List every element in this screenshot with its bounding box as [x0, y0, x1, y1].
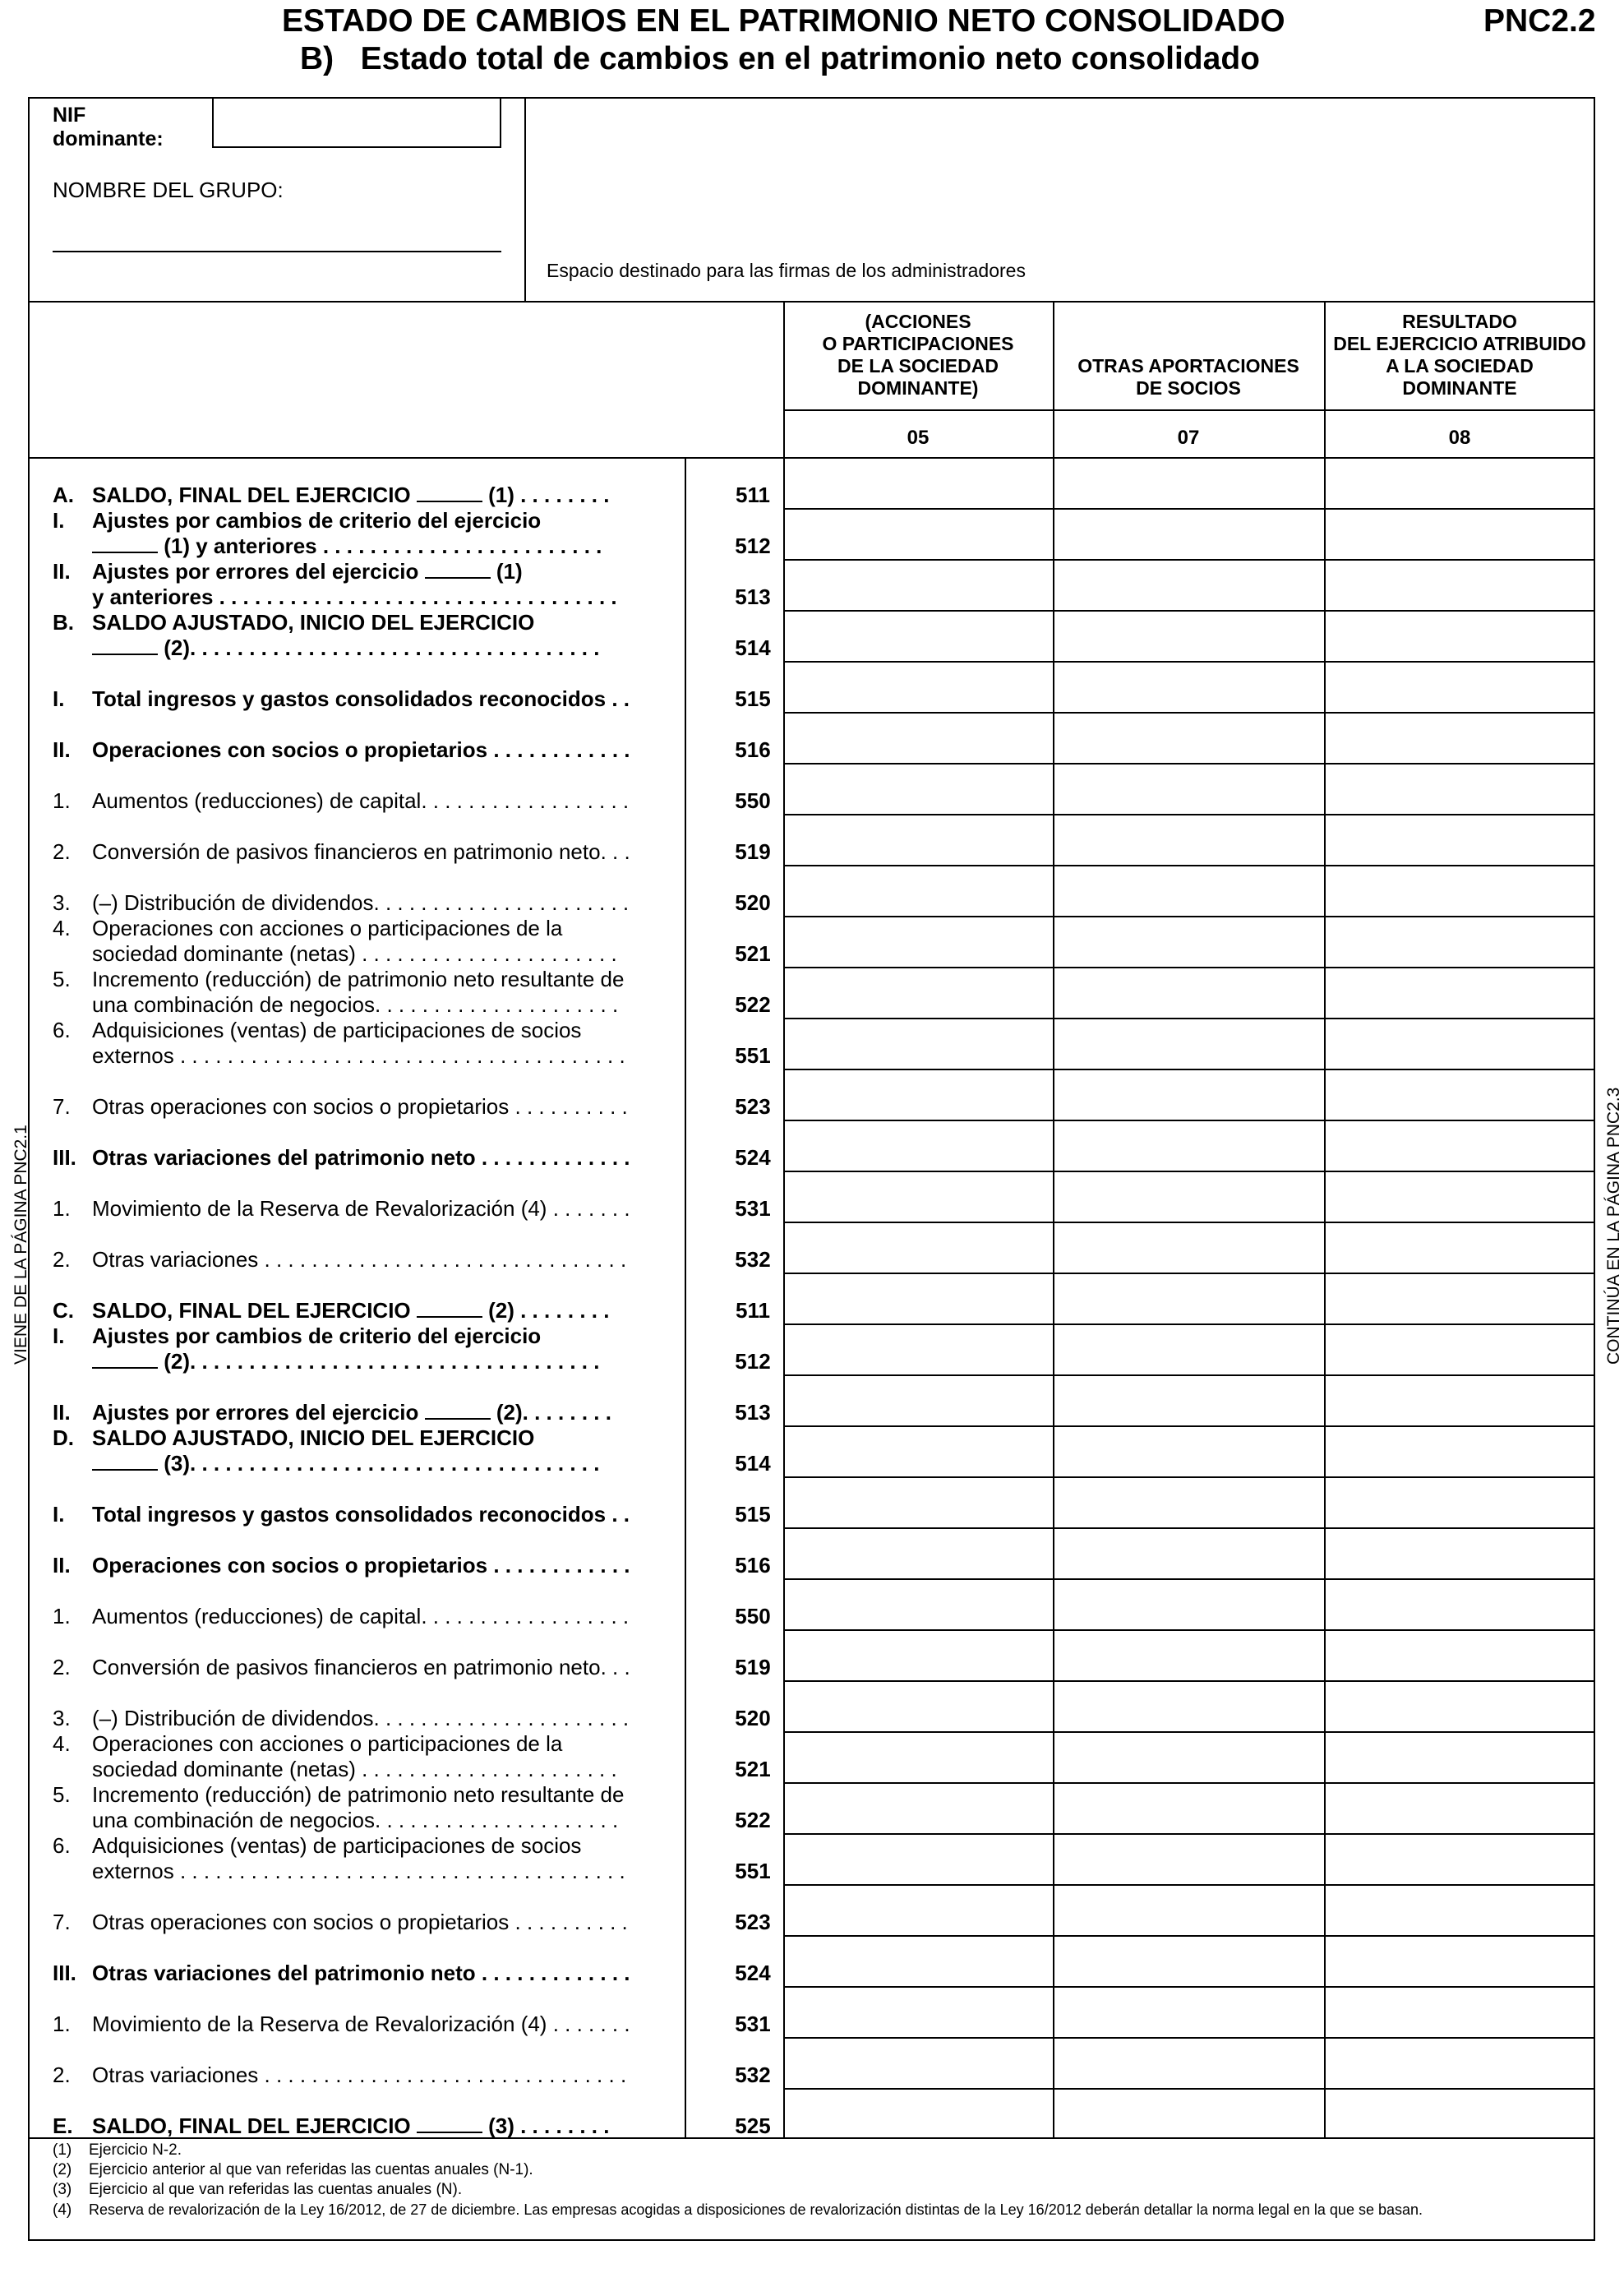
- year-blank-field[interactable]: [92, 1349, 158, 1369]
- row-label: 1.: [53, 1604, 71, 1628]
- table-row: [53, 1222, 1499, 1273]
- row-text-line: Ajustes por errores del ejercicio (2). . . . . . . .: [92, 1400, 611, 1425]
- table-row: [53, 763, 1499, 814]
- row-code: 532: [735, 2063, 771, 2087]
- row-label: 3.: [53, 890, 71, 915]
- table-row: [53, 1273, 1499, 1323]
- row-code: 524: [735, 1961, 771, 1985]
- row-text: [92, 967, 717, 1018]
- column-heading-line: A LA SOCIEDAD: [1386, 355, 1534, 376]
- row-text-line: Total ingresos y gastos consolidados reconocidos . .: [92, 686, 630, 711]
- column-heading-07: [1053, 355, 1324, 400]
- row-text: [92, 916, 717, 967]
- row-text: [92, 2113, 717, 2139]
- year-blank-field[interactable]: [425, 559, 491, 579]
- row-text: [92, 2063, 717, 2088]
- row-text: [92, 1731, 717, 1782]
- row-text: [92, 483, 717, 508]
- row-code: 511: [736, 483, 770, 507]
- row-text-line: Total ingresos y gastos consolidados reconocidos . .: [92, 1502, 630, 1527]
- group-name-field[interactable]: [53, 251, 501, 252]
- table-row: [53, 1527, 1499, 1578]
- nif-label-line2: dominante:: [53, 127, 164, 150]
- row-label: 1.: [53, 2012, 71, 2036]
- table-row: [53, 1323, 1499, 1374]
- row-text-line: Conversión de pasivos financieros en patrimonio neto. . .: [92, 1655, 630, 1679]
- row-label: 3.: [53, 1706, 71, 1730]
- table-row: [53, 1374, 1499, 1425]
- footnote-text: Ejercicio anterior al que van referidas las cuentas anuales (N-1).: [89, 2161, 533, 2178]
- row-label: III.: [53, 1961, 76, 1985]
- row-text: [92, 1298, 717, 1323]
- row-text-line: SALDO, FINAL DEL EJERCICIO (1) . . . . . . . .: [92, 483, 610, 507]
- footnote-number: (2): [53, 2161, 72, 2178]
- row-code: 515: [735, 1502, 771, 1527]
- row-text: [92, 839, 717, 865]
- row-text-line: Adquisiciones (ventas) de participaciones de socios: [92, 1833, 582, 1858]
- row-code: 550: [735, 788, 771, 813]
- row-code: 520: [735, 890, 771, 915]
- row-label: 4.: [53, 1731, 71, 1756]
- row-label: 2.: [53, 1247, 71, 1272]
- row-label: 1.: [53, 1196, 71, 1221]
- row-label: 4.: [53, 916, 71, 940]
- footnote: [53, 2160, 1423, 2180]
- row-text-line: SALDO, FINAL DEL EJERCICIO (2) . . . . . . . .: [92, 1298, 610, 1323]
- id-bottom-line: [28, 301, 1595, 303]
- row-code: 531: [735, 2012, 771, 2036]
- row-code: 519: [735, 839, 771, 864]
- row-text-line: Aumentos (reducciones) de capital. . . . . . . . . . . . . . . . . .: [92, 1604, 630, 1628]
- row-label: II.: [53, 737, 71, 762]
- row-label: 2.: [53, 1655, 71, 1679]
- row-text-line: y anteriores . . . . . . . . . . . . . . . . . . . . . . . . . . . . . . . . . .: [92, 584, 617, 609]
- row-text-line: externos . . . . . . . . . . . . . . . . . . . . . . . . . . . . . . . . . . . . . .: [92, 1859, 625, 1883]
- table-row: [53, 457, 1499, 508]
- table-row: [53, 1782, 1499, 1833]
- column-heading-line: OTRAS APORTACIONES: [1077, 355, 1299, 376]
- year-blank-field[interactable]: [417, 483, 482, 502]
- table-row: [53, 610, 1499, 661]
- row-label: 6.: [53, 1833, 71, 1858]
- row-text-line: Ajustes por cambios de criterio del ejercicio: [92, 1323, 542, 1348]
- table-row: [53, 1884, 1499, 1935]
- row-text-line: Operaciones con socios o propietarios . . . . . . . . . . . .: [92, 1553, 630, 1578]
- side-note-left: [5, 986, 38, 1365]
- table-row: [53, 1018, 1499, 1069]
- row-text: [92, 1018, 717, 1069]
- row-text-line: Operaciones con acciones o participaciones de la: [92, 1731, 563, 1756]
- row-code: 514: [735, 635, 771, 660]
- table-row: [53, 1731, 1499, 1782]
- row-code: 551: [735, 1043, 771, 1068]
- table-row: [53, 1120, 1499, 1171]
- row-label: 5.: [53, 1782, 71, 1807]
- row-code: 516: [735, 737, 771, 762]
- row-text: [92, 1833, 717, 1884]
- signatures-label: Espacio destinado para las firmas de los administradores: [547, 260, 1026, 281]
- side-note-right-text: CONTINÚA EN LA PÁGINA PNC2.3: [1604, 1087, 1623, 1365]
- column-heading-line: O PARTICIPACIONES: [822, 333, 1014, 354]
- column-heading-line: DEL EJERCICIO ATRIBUIDO: [1333, 333, 1586, 354]
- row-text-line: una combinación de negocios. . . . . . . . . . . . . . . . . . . . .: [92, 992, 619, 1017]
- row-text: [92, 1706, 717, 1731]
- column-heading-line: RESULTADO: [1402, 311, 1517, 332]
- row-text-line: (–) Distribución de dividendos. . . . . . . . . . . . . . . . . . . . . .: [92, 1706, 630, 1730]
- row-label: II.: [53, 559, 71, 584]
- table-row: [53, 2037, 1499, 2088]
- row-code: 525: [735, 2113, 771, 2138]
- table-row: [53, 2088, 1499, 2139]
- row-code: 523: [735, 1094, 771, 1119]
- row-text-line: Otras operaciones con socios o propietarios . . . . . . . . . .: [92, 1910, 628, 1934]
- footnote-text: Reserva de revalorización de la Ley 16/2012, de 27 de diciembre. Las empresas acogidas a disposiciones de revalorización distintas de la Ley 16/2012 deberán detallar la norma legal en la que se basan.: [89, 2201, 1423, 2218]
- row-label: 2.: [53, 839, 71, 864]
- form-title: ESTADO DE CAMBIOS EN EL PATRIMONIO NETO CONSOLIDADO: [282, 3, 1285, 39]
- row-text-line: sociedad dominante (netas) . . . . . . . . . . . . . . . . . . . . . .: [92, 941, 617, 966]
- year-blank-field[interactable]: [92, 635, 158, 655]
- row-text: [92, 1961, 717, 1986]
- row-label: D.: [53, 1425, 74, 1450]
- table-row: [53, 1986, 1499, 2037]
- row-code: 550: [735, 1604, 771, 1628]
- row-text-line: (2). . . . . . . . . . . . . . . . . . . . . . . . . . . . . . . . . . .: [92, 635, 717, 661]
- row-text-line: Operaciones con socios o propietarios . . . . . . . . . . . .: [92, 737, 630, 762]
- row-code: 516: [735, 1553, 771, 1578]
- table-row: [53, 1069, 1499, 1120]
- row-code: 513: [735, 584, 771, 609]
- column-heading-line: DOMINANTE): [857, 377, 979, 399]
- row-code: 511: [736, 1298, 770, 1323]
- form-subtitle: B) Estado total de cambios en el patrimonio neto consolidado: [300, 41, 1260, 76]
- row-code: 512: [735, 534, 771, 558]
- colhead-separator: [783, 409, 1595, 411]
- row-label: A.: [53, 483, 74, 507]
- row-text-line: Ajustes por cambios de criterio del ejercicio: [92, 508, 542, 533]
- row-label: B.: [53, 610, 74, 635]
- column-heading-line: DE LA SOCIEDAD: [837, 355, 999, 376]
- id-divider: [524, 97, 526, 303]
- row-label: 1.: [53, 788, 71, 813]
- row-code: 515: [735, 686, 771, 711]
- row-code: 521: [735, 941, 771, 966]
- footnote-number: (1): [53, 2141, 72, 2159]
- row-text-line: Ajustes por errores del ejercicio (1): [92, 559, 523, 584]
- column-code-07: 07: [1177, 427, 1200, 449]
- row-text-line: sociedad dominante (netas) . . . . . . . . . . . . . . . . . . . . . .: [92, 1757, 617, 1781]
- row-text: [92, 1910, 717, 1935]
- row-text-line: una combinación de negocios. . . . . . . . . . . . . . . . . . . . .: [92, 1808, 619, 1832]
- year-blank-field[interactable]: [425, 1400, 491, 1420]
- row-text: [92, 1604, 717, 1629]
- table-row: [53, 559, 1499, 610]
- table-row: [53, 712, 1499, 763]
- footnote: [53, 2141, 1423, 2160]
- footnote-number: (4): [53, 2201, 72, 2219]
- row-label: II.: [53, 1553, 71, 1578]
- row-text-line: Otras variaciones . . . . . . . . . . . . . . . . . . . . . . . . . . . . . . .: [92, 2063, 627, 2087]
- row-label: II.: [53, 1400, 71, 1425]
- row-code: 531: [735, 1196, 771, 1221]
- row-label: I.: [53, 1502, 65, 1527]
- table-row: [53, 1425, 1499, 1476]
- row-text-line: Otras variaciones . . . . . . . . . . . . . . . . . . . . . . . . . . . . . . .: [92, 1247, 627, 1272]
- column-heading-line: (ACCIONES: [865, 311, 971, 332]
- row-text-line: Otras variaciones del patrimonio neto . . . . . . . . . . . . .: [92, 1145, 630, 1170]
- nif-input-box[interactable]: [212, 97, 501, 148]
- row-text: [92, 686, 717, 712]
- row-code: 512: [735, 1349, 771, 1374]
- row-text: [92, 1502, 717, 1527]
- column-heading-line: DOMINANTE: [1402, 377, 1517, 399]
- footnote-number: (3): [53, 2181, 72, 2198]
- row-label: I.: [53, 686, 65, 711]
- row-text: [92, 508, 717, 559]
- table-row: [53, 967, 1499, 1018]
- row-text: [92, 1425, 717, 1476]
- row-label: 5.: [53, 967, 71, 991]
- footnote-text: Ejercicio al que van referidas las cuentas anuales (N).: [89, 2181, 463, 2198]
- row-text: [92, 1323, 717, 1374]
- row-text: [92, 559, 717, 610]
- row-text: [92, 1094, 717, 1120]
- row-text-line: Conversión de pasivos financieros en patrimonio neto. . .: [92, 839, 630, 864]
- row-code: 521: [735, 1757, 771, 1781]
- table-row: [53, 916, 1499, 967]
- table-row: [53, 1476, 1499, 1527]
- row-text: [92, 1553, 717, 1578]
- row-text-line: Operaciones con acciones o participaciones de la: [92, 916, 563, 940]
- column-code-05: 05: [907, 427, 930, 449]
- row-text-line: (3). . . . . . . . . . . . . . . . . . . . . . . . . . . . . . . . . . .: [92, 1451, 717, 1476]
- footnote: [53, 2180, 1423, 2200]
- row-text-line: Otras operaciones con socios o propietarios . . . . . . . . . .: [92, 1094, 628, 1119]
- row-text-line: Movimiento de la Reserva de Revalorización (4) . . . . . . .: [92, 2012, 630, 2036]
- table-row: [53, 865, 1499, 916]
- row-text-line: SALDO, FINAL DEL EJERCICIO (3) . . . . . . . .: [92, 2113, 610, 2138]
- year-blank-field[interactable]: [417, 1298, 482, 1318]
- row-label: C.: [53, 1298, 74, 1323]
- row-text: [92, 1655, 717, 1680]
- row-text-line: Otras variaciones del patrimonio neto . . . . . . . . . . . . .: [92, 1961, 630, 1985]
- row-code: 514: [735, 1451, 771, 1476]
- row-label: 7.: [53, 1094, 71, 1119]
- row-text-line: (–) Distribución de dividendos. . . . . . . . . . . . . . . . . . . . . .: [92, 890, 630, 915]
- footnote-text: Ejercicio N-2.: [89, 2141, 182, 2159]
- footnote: [53, 2200, 1423, 2220]
- row-text-line: (2). . . . . . . . . . . . . . . . . . . . . . . . . . . . . . . . . . .: [92, 1349, 717, 1374]
- table-row: [53, 1935, 1499, 1986]
- row-text: [92, 1247, 717, 1273]
- nif-label-line1: NIF: [53, 104, 86, 127]
- row-code: 522: [735, 1808, 771, 1832]
- row-code: 522: [735, 992, 771, 1017]
- group-name-label: NOMBRE DEL GRUPO:: [53, 178, 284, 202]
- row-text: [92, 610, 717, 661]
- row-label: 2.: [53, 2063, 71, 2087]
- year-blank-field[interactable]: [417, 2113, 482, 2133]
- side-note-right: [1598, 986, 1624, 1365]
- row-code: 532: [735, 1247, 771, 1272]
- row-code: 519: [735, 1655, 771, 1679]
- row-text-line: (1) y anteriores . . . . . . . . . . . . . . . . . . . . . . . .: [92, 534, 717, 559]
- nif-label: [53, 104, 164, 151]
- table-row: [53, 661, 1499, 712]
- row-code: 551: [735, 1859, 771, 1883]
- column-code-08: 08: [1448, 427, 1471, 449]
- form-code: PNC2.2: [1483, 3, 1596, 39]
- row-code: 523: [735, 1910, 771, 1934]
- year-blank-field[interactable]: [92, 534, 158, 553]
- row-text: [92, 1782, 717, 1833]
- row-text-line: Incremento (reducción) de patrimonio neto resultante de: [92, 1782, 625, 1807]
- row-text-line: Movimiento de la Reserva de Revalorización (4) . . . . . . .: [92, 1196, 630, 1221]
- row-text: [92, 1196, 717, 1222]
- row-text: [92, 890, 717, 916]
- row-text: [92, 788, 717, 814]
- row-label: 7.: [53, 1910, 71, 1934]
- footnotes: [53, 2141, 1423, 2220]
- row-label: III.: [53, 1145, 76, 1170]
- row-text: [92, 1145, 717, 1171]
- column-heading-08: [1324, 311, 1595, 400]
- row-text-line: externos . . . . . . . . . . . . . . . . . . . . . . . . . . . . . . . . . . . . . .: [92, 1043, 625, 1068]
- table-row: [53, 508, 1499, 559]
- row-code: 524: [735, 1145, 771, 1170]
- column-heading-line: DE SOCIOS: [1136, 377, 1241, 399]
- row-text-line: Adquisiciones (ventas) de participaciones de socios: [92, 1018, 582, 1042]
- year-blank-field[interactable]: [92, 1451, 158, 1471]
- side-note-left-text: VIENE DE LA PÁGINA PNC2.1: [12, 1125, 30, 1365]
- row-label: I.: [53, 508, 65, 533]
- row-text-line: Incremento (reducción) de patrimonio neto resultante de: [92, 967, 625, 991]
- table-row: [53, 814, 1499, 865]
- row-code: 513: [735, 1400, 771, 1425]
- row-text: [92, 737, 717, 763]
- table-row: [53, 1578, 1499, 1629]
- row-label: 6.: [53, 1018, 71, 1042]
- table-row: [53, 1680, 1499, 1731]
- table-row: [53, 1171, 1499, 1222]
- column-heading-05: [783, 311, 1053, 400]
- table-row: [53, 1833, 1499, 1884]
- table-row: [53, 1629, 1499, 1680]
- row-text-line: SALDO AJUSTADO, INICIO DEL EJERCICIO: [92, 1425, 535, 1450]
- row-code: 520: [735, 1706, 771, 1730]
- row-text-line: Aumentos (reducciones) de capital. . . . . . . . . . . . . . . . . .: [92, 788, 630, 813]
- row-text-line: SALDO AJUSTADO, INICIO DEL EJERCICIO: [92, 610, 535, 635]
- row-label: E.: [53, 2113, 73, 2138]
- row-label: I.: [53, 1323, 65, 1348]
- row-text: [92, 2012, 717, 2037]
- row-text: [92, 1400, 717, 1425]
